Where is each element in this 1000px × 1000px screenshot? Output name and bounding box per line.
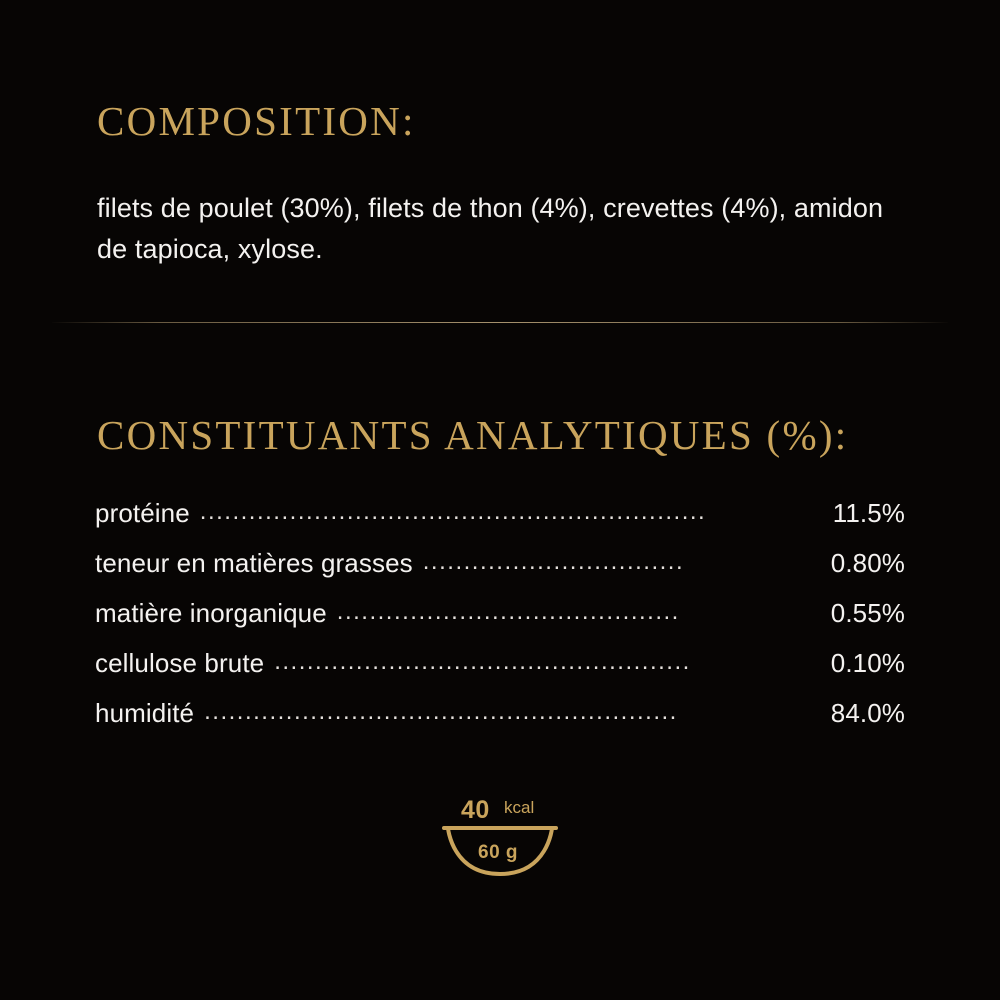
dot-leader: .......................................... xyxy=(336,598,680,625)
table-row xyxy=(95,598,905,648)
composition-text: filets de poulet (30%), filets de thon (4%), crevettes (4%), amidon de tapioca, xylose. xyxy=(97,193,884,264)
nutrient-label: matière inorganique xyxy=(95,598,327,628)
table-row xyxy=(95,698,905,748)
bowl-icon xyxy=(430,788,570,888)
dot-leader: ................................ xyxy=(422,548,685,575)
table-row xyxy=(95,548,905,598)
nutrient-value: 84.0% xyxy=(830,698,905,728)
energy-badge xyxy=(430,788,570,888)
nutrient-value: 0.10% xyxy=(830,648,905,678)
nutrient-value: 0.55% xyxy=(830,598,905,628)
nutrient-label: teneur en matières grasses xyxy=(95,548,413,578)
section-divider xyxy=(52,322,948,323)
nutrient-label: protéine xyxy=(95,498,190,528)
analytical-constituents-list xyxy=(95,498,905,748)
energy-unit: kcal xyxy=(504,798,535,817)
composition-heading: COMPOSITION: xyxy=(97,98,416,144)
nutrient-value: 11.5% xyxy=(832,498,905,528)
nutrient-label: cellulose brute xyxy=(95,648,265,678)
energy-value: 40 xyxy=(461,796,490,824)
nutrient-label: humidité xyxy=(95,698,195,728)
serving-weight: 60 g xyxy=(478,842,519,863)
table-row xyxy=(95,648,905,698)
dot-leader: ................................................... xyxy=(274,648,691,675)
table-row xyxy=(95,498,905,548)
dot-leader: .............................................................. xyxy=(199,498,707,525)
analytical-constituents-heading: CONSTITUANTS ANALYTIQUES (%): xyxy=(97,412,849,458)
dot-leader: .......................................................... xyxy=(204,698,678,725)
nutrient-value: 0.80% xyxy=(830,548,905,578)
